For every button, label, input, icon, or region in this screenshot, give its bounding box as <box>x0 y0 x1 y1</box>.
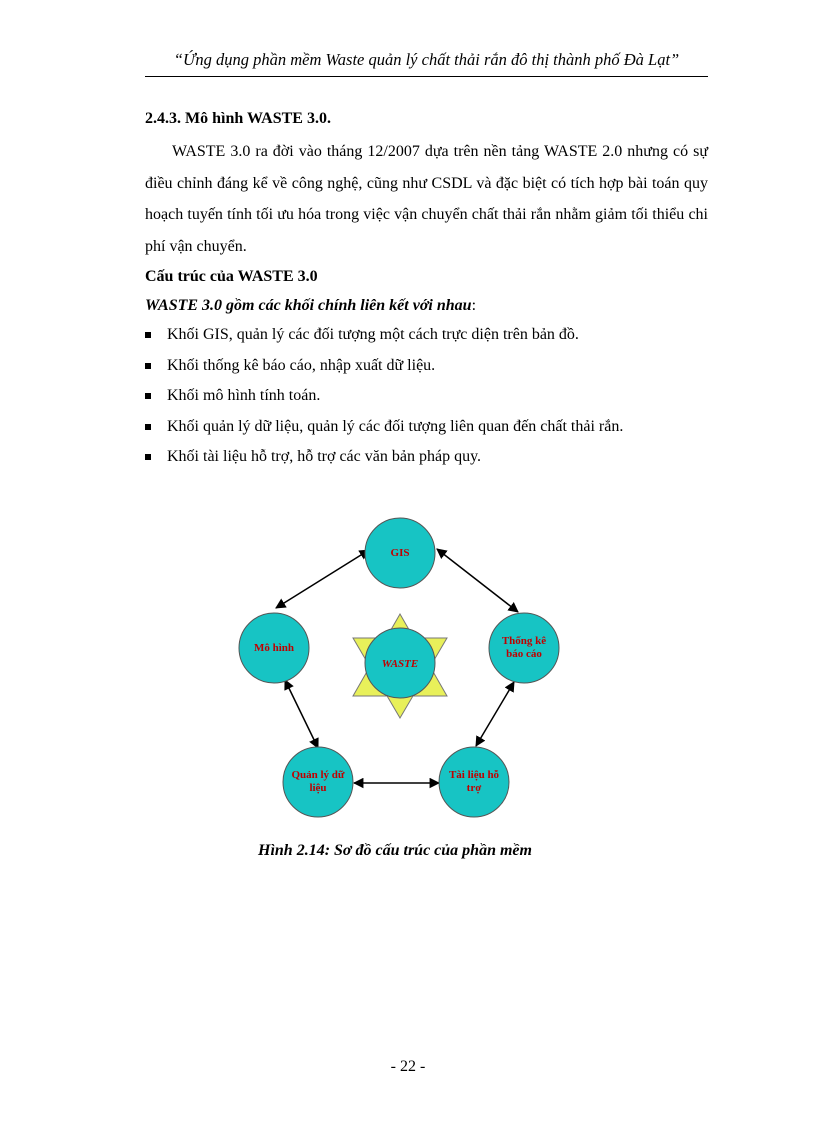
structure-heading: Cấu trúc của WASTE 3.0 <box>145 268 318 285</box>
node-quan-ly-label-1: Quản lý dữ <box>291 769 345 781</box>
list-item-text: Khối tài liệu hỗ trợ, hỗ trợ các văn bản pháp quy. <box>167 448 482 465</box>
figure-caption: Hình 2.14: Sơ đồ cấu trúc của phần mềm <box>258 842 532 859</box>
node-thong-ke-label-2: báo cáo <box>506 648 542 660</box>
arrow-gis-mohinh <box>276 550 369 608</box>
center-label: WASTE <box>381 658 419 670</box>
section-paragraph: WASTE 3.0 ra đời vào tháng 12/2007 dựa trên nền tảng WASTE 2.0 nhưng có sự điều chỉnh đáng kể về công nghệ, cũng như CSDL và đặc biệt có tích hợp bài toán quy hoạch tuyến tính tối ưu hóa trong việc vận chuyển chất thải rắn nhằm giảm tối thiểu chi phí vận chuyển. <box>145 143 708 255</box>
arrow-mohinh-quanly <box>285 680 318 748</box>
list-item-text: Khối quản lý dữ liệu, quản lý các đối tượng liên quan đến chất thải rắn. <box>167 417 624 435</box>
node-quan-ly-label-2: liệu <box>309 782 327 794</box>
list-item-text: Khối mô hình tính toán. <box>167 387 321 404</box>
page-header: “Ứng dụng phần mềm Waste quản lý chất thải rắn đô thị thành phố Đà Lạt” <box>145 50 708 77</box>
list-item-text: Khối thống kê báo cáo, nhập xuất dữ liệu. <box>167 356 436 374</box>
arrow-gis-thongke <box>437 549 518 612</box>
structure-intro-colon: : <box>471 297 477 314</box>
node-tai-lieu-label-1: Tài liệu hỗ <box>448 769 500 781</box>
section-heading: 2.4.3. Mô hình WASTE 3.0. <box>145 110 331 127</box>
node-thong-ke-label-1: Thống kê <box>501 635 547 647</box>
structure-intro-text: WASTE 3.0 gồm các khối chính liên kết với nhau <box>145 297 472 314</box>
node-gis-label: GIS <box>390 547 410 559</box>
list-item-text: Khối GIS, quản lý các đối tượng một cách trực diện trên bản đồ. <box>167 326 579 343</box>
node-mo-hinh-label: Mô hình <box>253 642 295 654</box>
arrow-thongke-tailieu <box>476 682 514 746</box>
page-number: - 22 - <box>390 1058 426 1075</box>
node-tai-lieu-label-2: trợ <box>466 782 482 794</box>
